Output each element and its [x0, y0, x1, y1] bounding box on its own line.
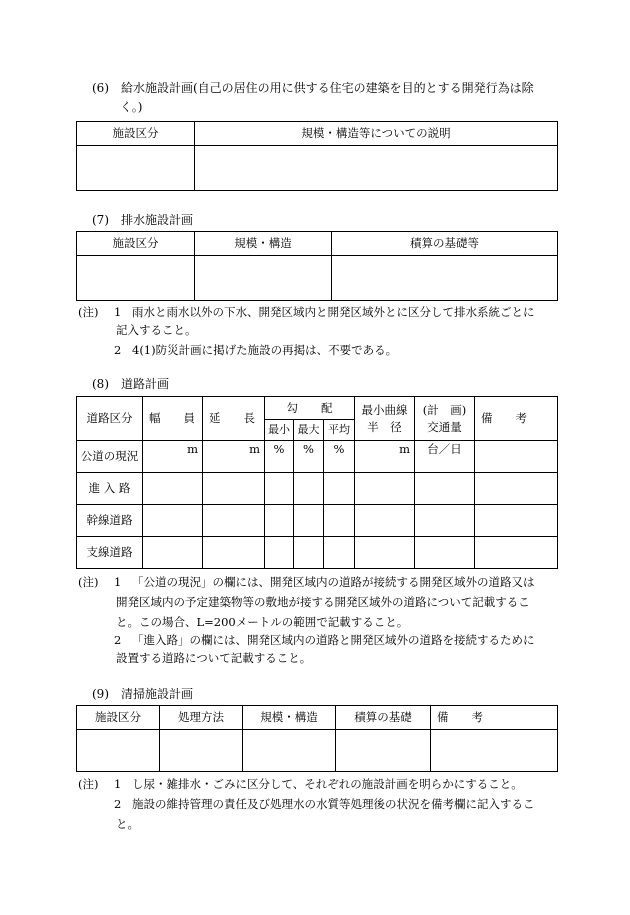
header-remarks	[431, 706, 558, 730]
note-number: 2	[114, 343, 122, 357]
empty-cell	[475, 441, 558, 473]
section-8-notes	[78, 574, 568, 666]
empty-cell	[243, 730, 336, 772]
unit-cell: %	[324, 441, 355, 473]
note-number: 1	[114, 777, 122, 791]
header-cell: 積算の基礎	[336, 706, 431, 730]
empty-cell	[332, 256, 558, 301]
header-cell: 規模・構造	[243, 706, 336, 730]
header-traffic-line1: (計 画)	[422, 402, 467, 417]
header-traffic-line2: 交通量	[427, 419, 462, 434]
water-supply-table	[76, 121, 558, 191]
empty-cell	[265, 473, 294, 505]
section-9-notes	[78, 776, 568, 836]
header-width-label: 幅 員	[149, 411, 195, 426]
note-text: 雨水と雨水以外の下水、開発区域内と開発区域外とに区分して排水系統ごとに	[132, 305, 535, 319]
note-number: 1	[114, 575, 122, 589]
row-label: 公道の現況	[77, 441, 143, 473]
row-label: 幹線道路	[77, 505, 143, 537]
note-label: (注)	[78, 777, 99, 791]
empty-cell	[415, 537, 475, 569]
empty-cell	[415, 505, 475, 537]
section-6-heading-cont	[120, 99, 142, 116]
header-cell: 処理方法	[160, 706, 243, 730]
note-text: 施設の維持管理の責任及び処理水の水質等処理後の状況を備考欄に記入するこ	[132, 797, 535, 811]
note-text: し尿・雑排水・ごみに区分して、それぞれの施設計画を明らかにすること。	[132, 777, 523, 791]
header-cell: 施設区分	[77, 122, 195, 146]
section-7-heading	[92, 212, 193, 229]
section-7-heading-text: (7) 排水施設計画	[92, 213, 193, 227]
empty-cell	[203, 505, 265, 537]
note-text: 設置する道路について記載すること。	[116, 651, 312, 665]
empty-cell	[475, 505, 558, 537]
section-8-heading	[92, 376, 169, 393]
note-text: と。この場合、L=200メートルの範囲で記載すること。	[116, 615, 409, 629]
note-number: 2	[114, 797, 122, 811]
header-min-curve-line2: 半 径	[367, 419, 402, 434]
header-cell: 施設区分	[77, 706, 160, 730]
empty-cell	[294, 505, 324, 537]
note-number: 1	[114, 305, 122, 319]
row-label: 進 入 路	[77, 473, 143, 505]
header-remarks	[475, 397, 558, 441]
empty-cell	[324, 473, 355, 505]
header-gradient: 勾 配	[265, 397, 355, 420]
header-min-curve-line1: 最小曲線	[361, 402, 408, 417]
section-6-heading-line2: く。)	[120, 100, 143, 114]
empty-cell	[475, 473, 558, 505]
empty-cell	[336, 730, 431, 772]
section-9-heading	[92, 686, 193, 703]
empty-cell	[77, 146, 195, 191]
section-6-heading	[92, 80, 534, 97]
unit-cell: %	[294, 441, 324, 473]
header-remarks-label: 備 考	[437, 710, 483, 725]
unit-cell: m	[203, 441, 265, 473]
empty-cell	[324, 505, 355, 537]
empty-cell	[265, 537, 294, 569]
note-text: 開発区域内の予定建築物等の敷地が接する開発区域外の道路について記載するこ	[116, 595, 530, 609]
note-text: と。	[116, 817, 139, 831]
row-label: 支線道路	[77, 537, 143, 569]
empty-cell	[203, 473, 265, 505]
empty-cell	[265, 505, 294, 537]
empty-cell	[195, 256, 332, 301]
header-width	[143, 397, 203, 441]
header-length	[203, 397, 265, 441]
empty-cell	[143, 473, 203, 505]
empty-cell	[355, 473, 415, 505]
note-label: (注)	[78, 305, 99, 319]
header-cell: 規模・構造	[195, 232, 332, 256]
note-text: 記入すること。	[116, 323, 197, 337]
empty-cell	[475, 537, 558, 569]
empty-cell	[195, 146, 558, 191]
note-number: 2	[114, 633, 122, 647]
header-cell: 施設区分	[77, 232, 195, 256]
empty-cell	[294, 537, 324, 569]
header-cell: 積算の基礎等	[332, 232, 558, 256]
note-text: 「公道の現況」の欄には、開発区域内の道路が接続する開発区域外の道路又は	[132, 575, 535, 589]
empty-cell	[415, 473, 475, 505]
unit-cell: %	[265, 441, 294, 473]
section-8-heading-text: (8) 道路計画	[92, 377, 169, 391]
unit-cell: 台／日	[415, 441, 475, 473]
header-cell: 規模・構造等についての説明	[195, 122, 558, 146]
empty-cell	[324, 537, 355, 569]
header-length-label: 延 長	[209, 411, 255, 426]
empty-cell	[160, 730, 243, 772]
empty-cell	[294, 473, 324, 505]
section-6-heading-line1: (6) 給水施設計画(自己の居住の用に供する住宅の建築を目的とする開発行為は除	[92, 81, 534, 95]
section-7-notes	[78, 304, 568, 360]
empty-cell	[143, 537, 203, 569]
note-label: (注)	[78, 575, 99, 589]
cleaning-table	[76, 705, 558, 772]
header-traffic	[415, 397, 475, 441]
header-grad-min: 最小	[265, 420, 294, 441]
road-plan-table	[76, 396, 558, 569]
empty-cell	[355, 505, 415, 537]
empty-cell	[355, 537, 415, 569]
unit-cell: m	[355, 441, 415, 473]
header-min-curve	[355, 397, 415, 441]
header-grad-avg: 平均	[324, 420, 355, 441]
empty-cell	[77, 256, 195, 301]
drainage-table	[76, 231, 558, 301]
header-road-type: 道路区分	[77, 397, 143, 441]
empty-cell	[431, 730, 558, 772]
unit-cell: m	[143, 441, 203, 473]
empty-cell	[203, 537, 265, 569]
header-grad-max: 最大	[294, 420, 324, 441]
empty-cell	[143, 505, 203, 537]
note-text: 4(1)防災計画に掲げた施設の再掲は、不要である。	[132, 343, 398, 357]
note-text: 「進入路」の欄には、開発区域内の道路と開発区域外の道路を接続するために	[132, 633, 535, 647]
empty-cell	[77, 730, 160, 772]
section-9-heading-text: (9) 清掃施設計画	[92, 687, 193, 701]
header-remarks-label: 備 考	[481, 411, 528, 426]
